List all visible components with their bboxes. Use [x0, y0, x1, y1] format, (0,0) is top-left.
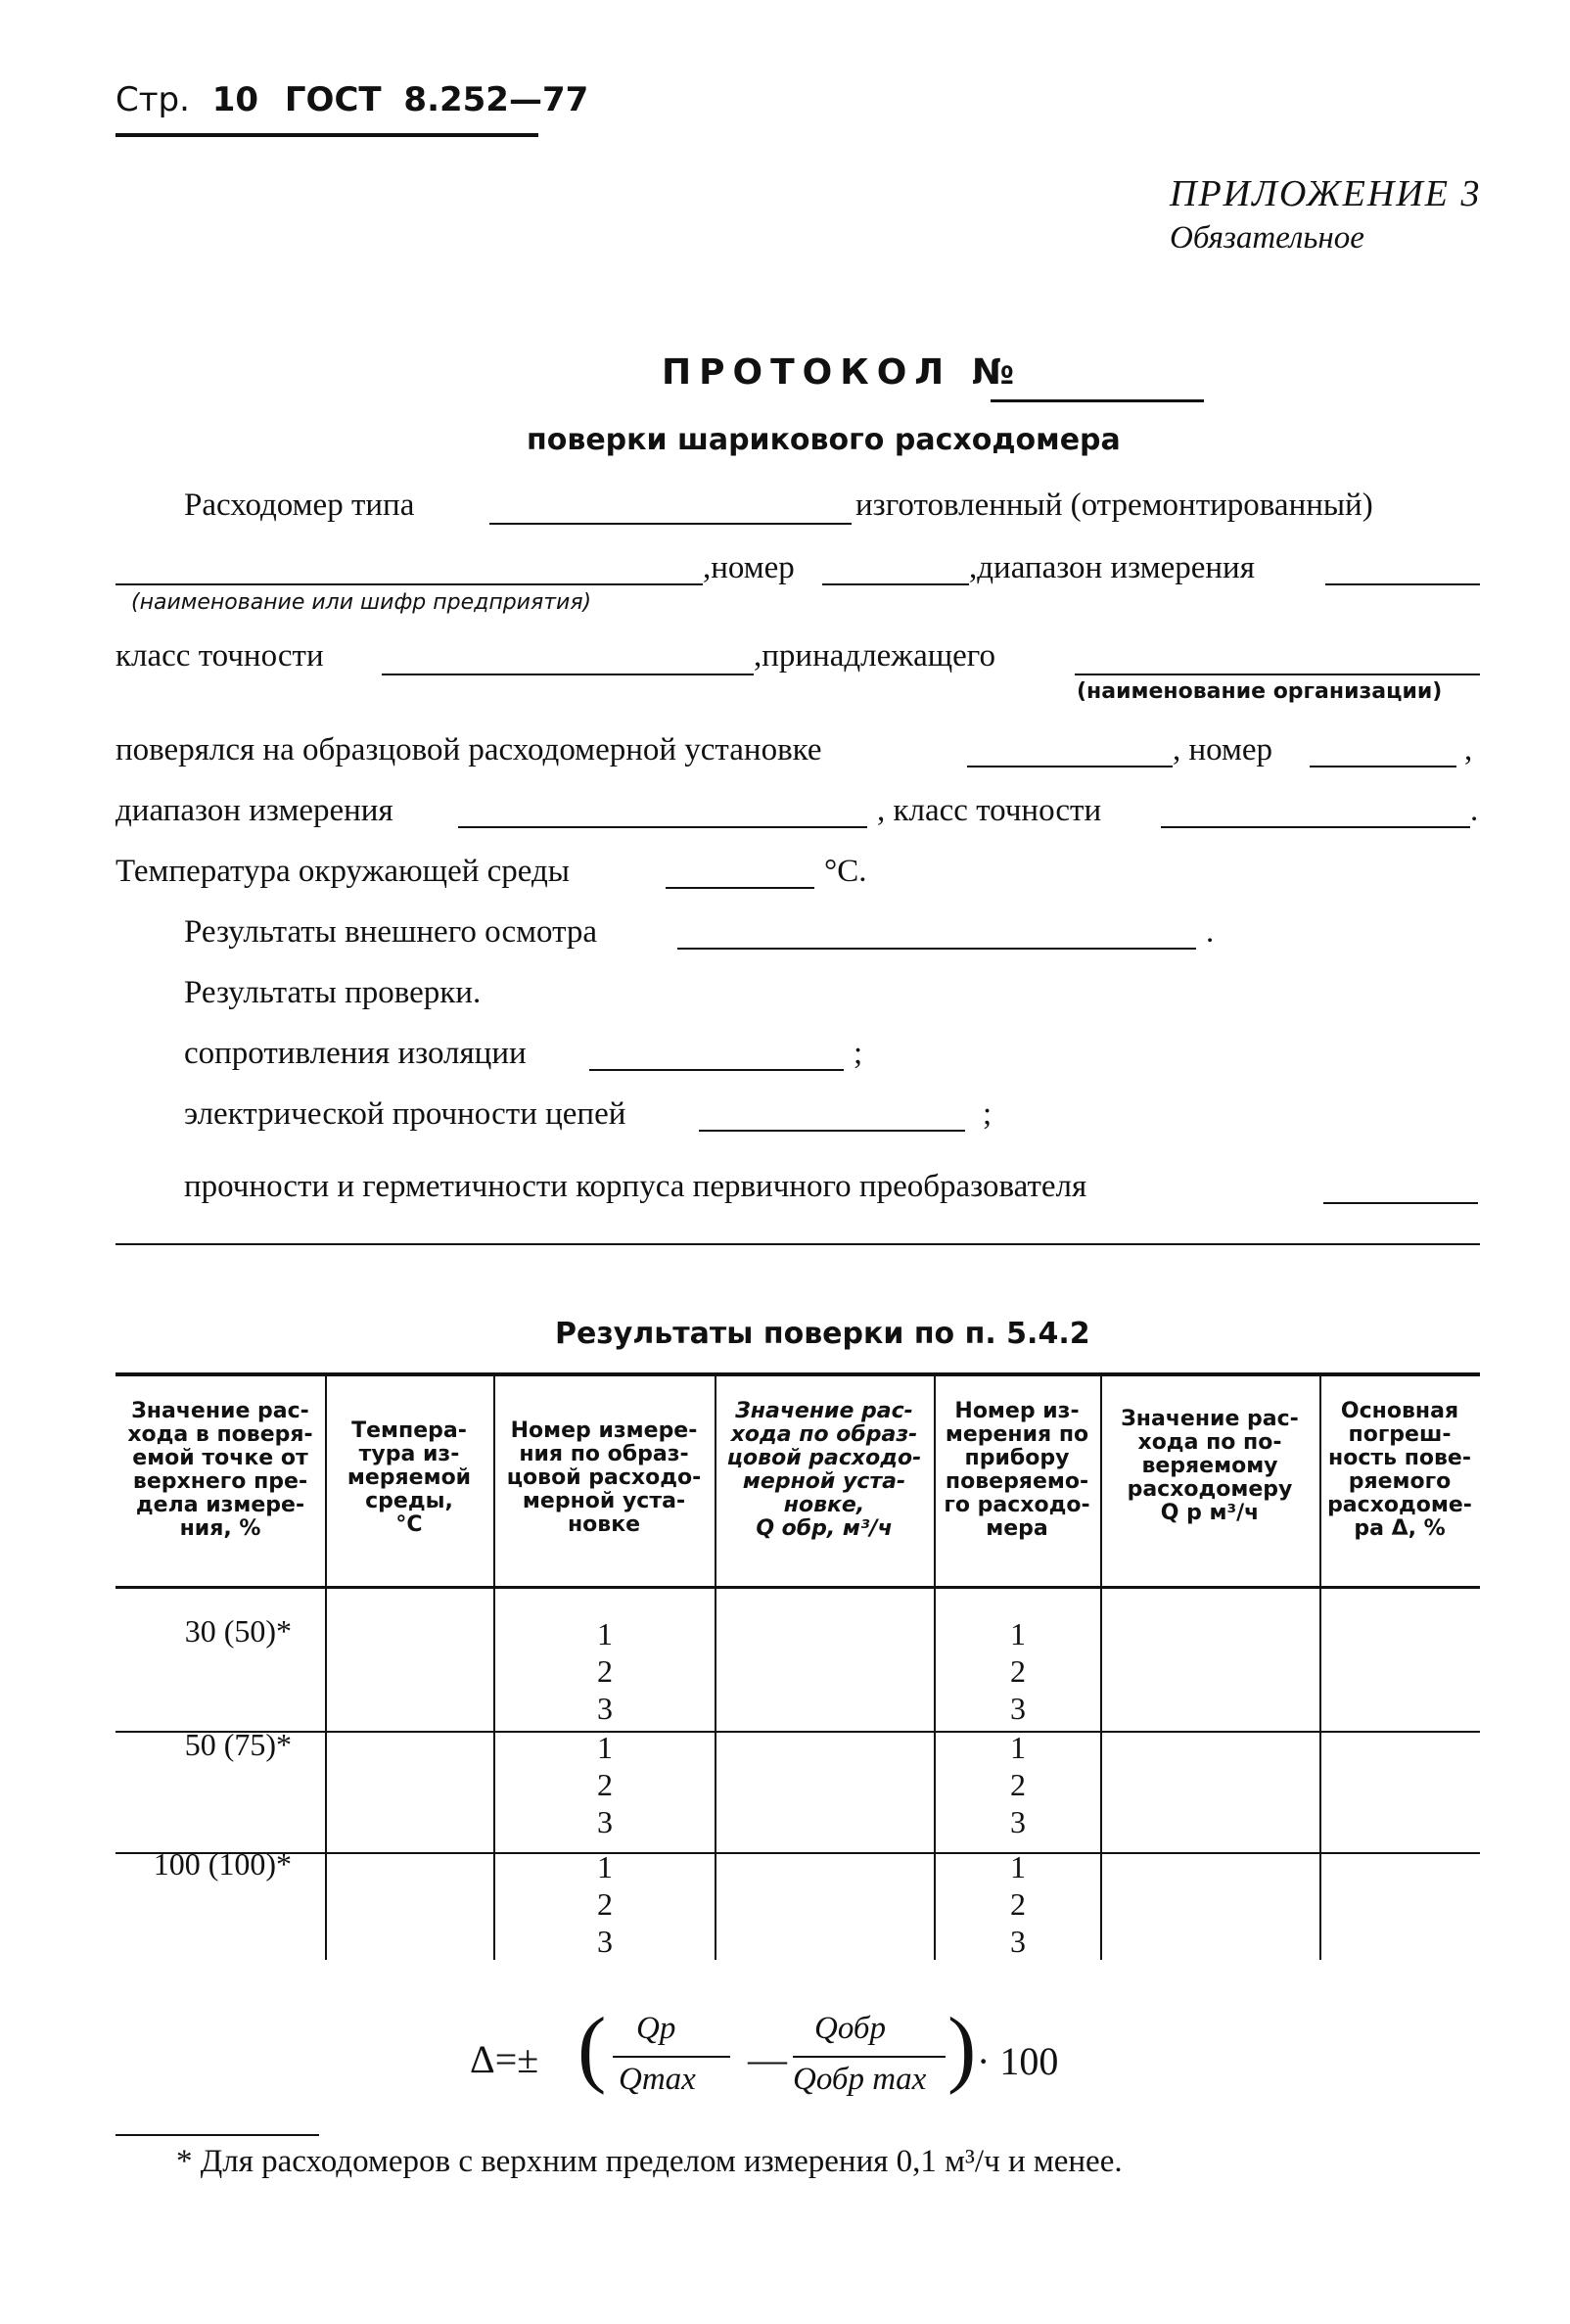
section-separator: [115, 1243, 1480, 1245]
formula-left-paren: (: [577, 2001, 607, 2096]
housing-tightness-blank: [1323, 1202, 1478, 1204]
header-device-flow: Значение рас- хода по по- веряемому расходомеру Q р м³/ч: [1121, 1407, 1299, 1525]
row-reference-measurements: 1 2 3: [597, 1730, 613, 1839]
formula-right-paren: ): [947, 2001, 977, 2096]
accuracy-class-label: класс точности: [115, 638, 324, 674]
row-reference-measurements: 1 2 3: [597, 1616, 613, 1726]
formula-numerator-2: Qобр: [814, 2011, 886, 2046]
flowmeter-type-label: Расходомер типа: [184, 488, 415, 523]
line7-period: .: [1206, 914, 1215, 950]
reference-installation-label: поверялся на образцовой расходомерной установке: [115, 732, 822, 767]
page-header: [115, 80, 588, 119]
row-device-measurements: 1 2 3: [1010, 1730, 1026, 1839]
serial-number-label: ,номер: [703, 550, 795, 585]
owner-note: (наименование организации): [1077, 679, 1443, 704]
manufactured-label: изготовленный (отремонтированный): [855, 488, 1373, 523]
visual-inspection-label: Результаты внешнего осмотра: [184, 914, 598, 950]
formula-multiplier: · 100: [977, 2039, 1059, 2083]
range-label: ,диапазон измерения: [969, 550, 1255, 585]
electrical-strength-blank: [699, 1130, 965, 1132]
header-device-measurement-number: Номер из- мерения по прибору поверяемо- го расходо- мера: [944, 1399, 1090, 1541]
insulation-resistance-blank: [589, 1069, 844, 1071]
formula-minus: —: [748, 2037, 787, 2081]
header-reference-measurement-number: Номер измере- ния по образ- цовой расходо- мерной уста- новке: [506, 1418, 702, 1537]
page-label: Стр.: [115, 80, 190, 119]
reference-installation-blank: [967, 766, 1173, 767]
formula-denominator-2: Qобр max: [793, 2062, 927, 2097]
table-header-rule: [115, 1586, 1480, 1589]
footnote: * Для расходомеров с верхним пределом измерения 0,1 м³/ч и менее.: [176, 2144, 1123, 2179]
manufacturer-blank: [115, 583, 703, 585]
table-row1-rule: [115, 1731, 1480, 1733]
formula-denominator-1: Qmax: [619, 2062, 696, 2097]
formula-delta: Δ=±: [470, 2037, 539, 2081]
results-table: [115, 1372, 1480, 1970]
appendix-subtitle: Обязательное: [1170, 220, 1364, 256]
owner-blank: [1075, 674, 1480, 675]
accuracy-class-blank: [382, 674, 754, 675]
range-blank: [1325, 583, 1480, 585]
table-title: Результаты поверки по п. 5.4.2: [555, 1317, 1090, 1351]
owner-label: ,принадлежащего: [754, 638, 996, 674]
electrical-strength-label: электрической прочности цепей: [184, 1096, 626, 1132]
installation-number-blank: [1310, 766, 1456, 767]
installation-accuracy-label: , класс точности: [877, 793, 1102, 828]
visual-inspection-blank: [677, 948, 1196, 950]
installation-range-blank: [458, 826, 867, 828]
line10-semicolon: ;: [983, 1096, 993, 1132]
ambient-temperature-blank: [666, 887, 814, 889]
footnote-rule: [115, 2134, 319, 2136]
row-flow-point: 50 (75)*: [184, 1727, 292, 1762]
header-error: Основная погреш- ность пове- ряемого расходоме- ра Δ, %: [1327, 1399, 1472, 1541]
row-device-measurements: 1 2 3: [1010, 1849, 1026, 1959]
error-formula: [470, 2001, 1096, 2115]
installation-accuracy-blank: [1161, 826, 1470, 828]
formula-numerator-1: Qр: [636, 2011, 676, 2046]
line9-semicolon: ;: [854, 1036, 863, 1071]
flowmeter-type-blank: [489, 523, 852, 525]
line4-comma: ,: [1464, 732, 1473, 767]
installation-range-label: диапазон измерения: [115, 793, 393, 828]
protocol-number-blank: [991, 399, 1204, 402]
header-reference-flow: Значение рас- хода по образ- цовой расходо- мерной уста- новке, Q обр, м³/ч: [726, 1399, 922, 1541]
header-flow-point: Значение рас- хода в поверя- емой точке от верхнего пре- дела измере- ния, %: [127, 1399, 313, 1541]
installation-number-label: , номер: [1173, 732, 1273, 767]
temperature-unit: °С.: [824, 854, 867, 889]
formula-fraction-bar-1: [613, 2056, 730, 2058]
gost-number: 8.252—77: [403, 80, 589, 119]
row-flow-point: 30 (50)*: [184, 1613, 292, 1649]
header-temperature: Темпера- тура из- меряемой среды, °С: [346, 1418, 472, 1537]
manufacturer-note: (наименование или шифр предприятия): [131, 590, 592, 615]
check-results-label: Результаты проверки.: [184, 975, 482, 1010]
row-reference-measurements: 1 2 3: [597, 1849, 613, 1959]
formula-fraction-bar-2: [793, 2056, 946, 2058]
line5-period: .: [1470, 793, 1479, 828]
housing-tightness-label: прочности и герметичности корпуса первичного преобразователя: [184, 1169, 1087, 1204]
row-flow-point: 100 (100)*: [153, 1846, 292, 1882]
ambient-temperature-label: Температура окружающей среды: [115, 854, 570, 889]
gost-label: ГОСТ: [284, 80, 382, 119]
table-row2-rule: [115, 1852, 1480, 1854]
row-device-measurements: 1 2 3: [1010, 1616, 1026, 1726]
protocol-subtitle: поверки шарикового расходомера: [527, 423, 1121, 457]
serial-number-blank: [822, 583, 969, 585]
header-rule: [115, 133, 538, 137]
insulation-resistance-label: сопротивления изоляции: [184, 1036, 527, 1071]
appendix-title: ПРИЛОЖЕНИЕ 3: [1170, 173, 1482, 214]
page-number: 10: [211, 80, 259, 119]
protocol-title: ПРОТОКОЛ №: [662, 352, 1023, 393]
table-top-rule: [115, 1372, 1480, 1376]
